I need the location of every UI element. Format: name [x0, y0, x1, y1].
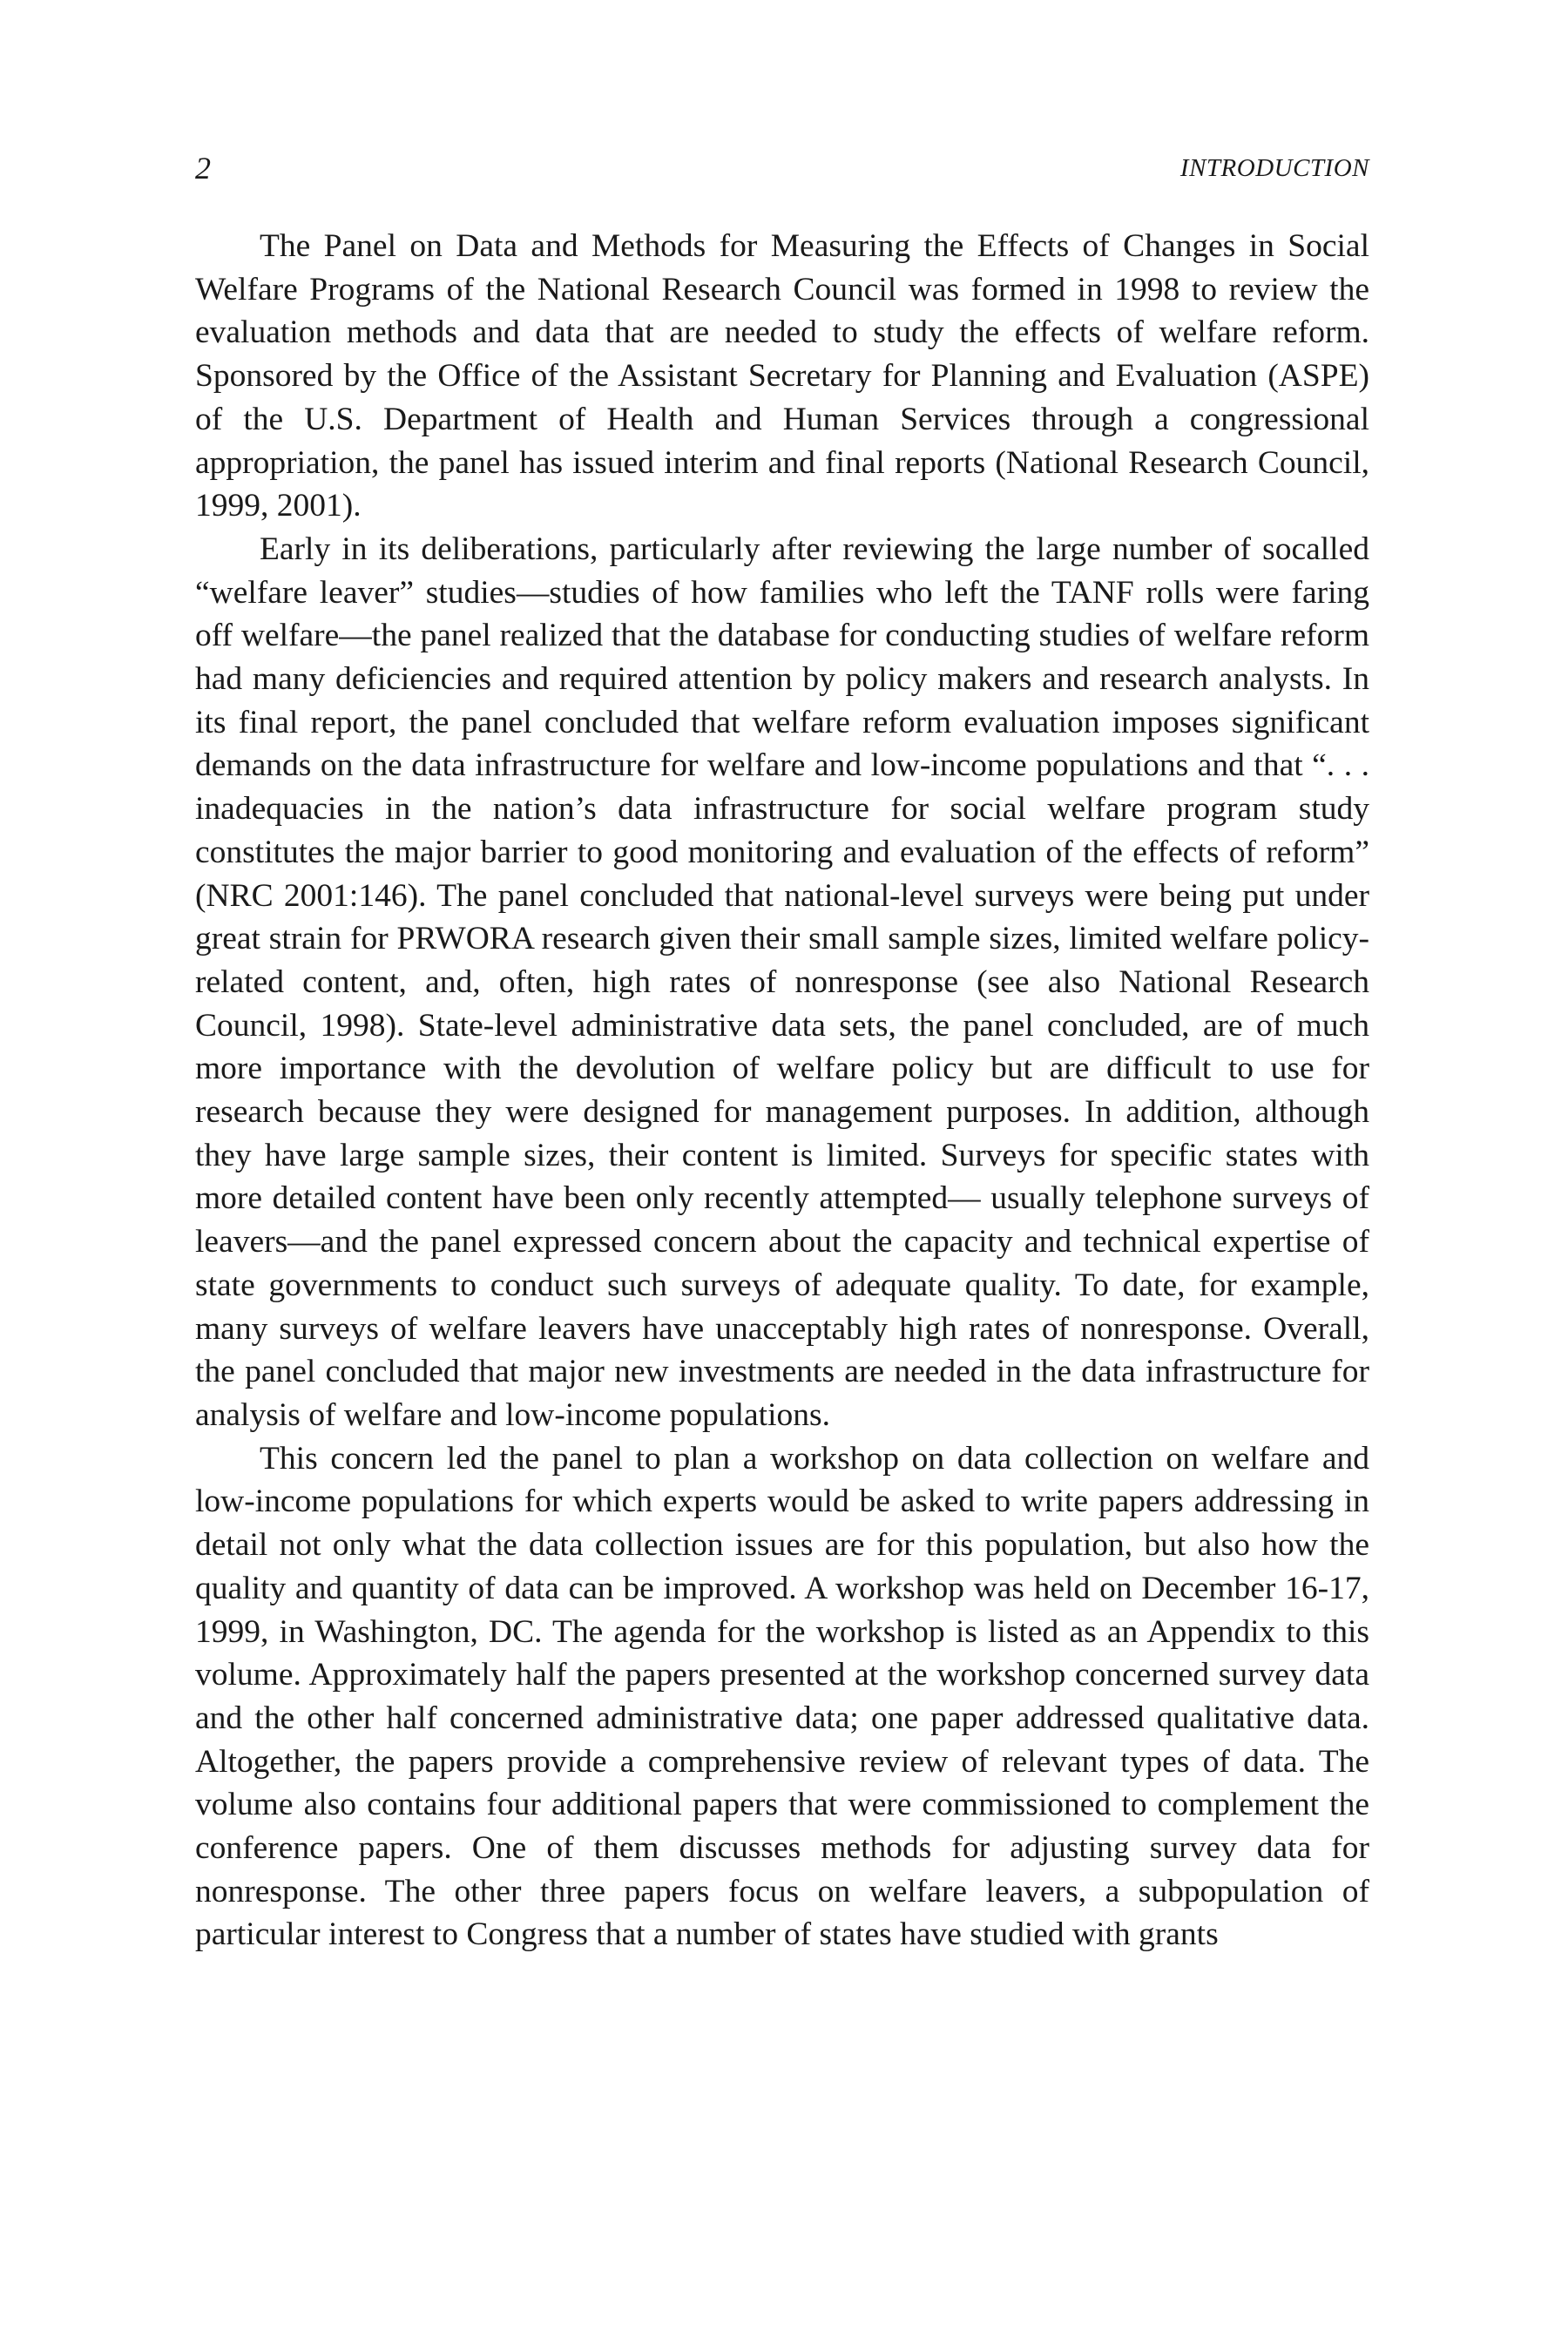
- body-text: [195, 225, 1369, 1957]
- paragraph-3: This concern led the panel to plan a workshop on data collection on welfare and low-income populations for which experts would be asked to write papers addressing in detail not only what the data collection issues are for this population, but also how the quality and quantity of data can be improved. A workshop was held on December 16-17, 1999, in Washington, DC. The agenda for the workshop is listed as an Appendix to this volume. Approximately half the papers presented at the workshop concerned survey data and the other half concerned administrative data; one paper addressed qualitative data. Altogether, the papers provide a comprehensive review of relevant types of data. The volume also contains four additional papers that were commissioned to complement the conference papers. One of them discusses methods for adjusting survey data for nonresponse. The other three papers focus on welfare leavers, a subpopulation of particular interest to Congress that a number of states have studied with grants: [195, 1440, 1369, 1953]
- running-header: [195, 146, 1369, 190]
- page-number: 2: [195, 151, 211, 186]
- paragraph-1: The Panel on Data and Methods for Measuring the Effects of Changes in Social Welfare Programs of the National Research Council was formed in 1998 to review the evaluation methods and data that are needed to study the effects of welfare reform. Sponsored by the Office of the Assistant Secretary for Planning and Evaluation (ASPE) of the U.S. Department of Health and Human Services through a congressional appropriation, the panel has issued interim and final reports (National Research Council, 1999, 2001).: [195, 228, 1369, 524]
- running-title: INTRODUCTION: [1179, 154, 1369, 182]
- paragraph-2: Early in its deliberations, particularly after reviewing the large number of socalled “welfare leaver” studies—studies of how families who left the TANF rolls were faring off welfare—the panel realized that the database for conducting studies of welfare reform had many deficiencies and required attention by policy makers and research analysts. In its final report, the panel concluded that welfare reform evaluation imposes significant demands on the data infrastructure for welfare and low-income populations and that “. . . inadequacies in the nation’s data infrastructure for social welfare program study constitutes the major barrier to good monitoring and evaluation of the effects of reform” (NRC 2001:146). The panel concluded that national-level surveys were being put under great strain for PRWORA research given their small sample sizes, limited welfare policy-related content, and, often, high rates of nonresponse (see also National Research Council, 1998). State-level administrative data sets, the panel concluded, are of much more importance with the devolution of welfare policy but are difficult to use for research because they were designed for management purposes. In addition, although they have large sample sizes, their content is limited. Surveys for specific states with more detailed content have been only recently attempted— usually telephone surveys of leavers—and the panel expressed concern about the capacity and technical expertise of state governments to conduct such surveys of adequate quality. To date, for example, many surveys of welfare leavers have unacceptably high rates of nonresponse. Overall, the panel concluded that major new investments are needed in the data infrastructure for analysis of welfare and low-income populations.: [195, 531, 1369, 1433]
